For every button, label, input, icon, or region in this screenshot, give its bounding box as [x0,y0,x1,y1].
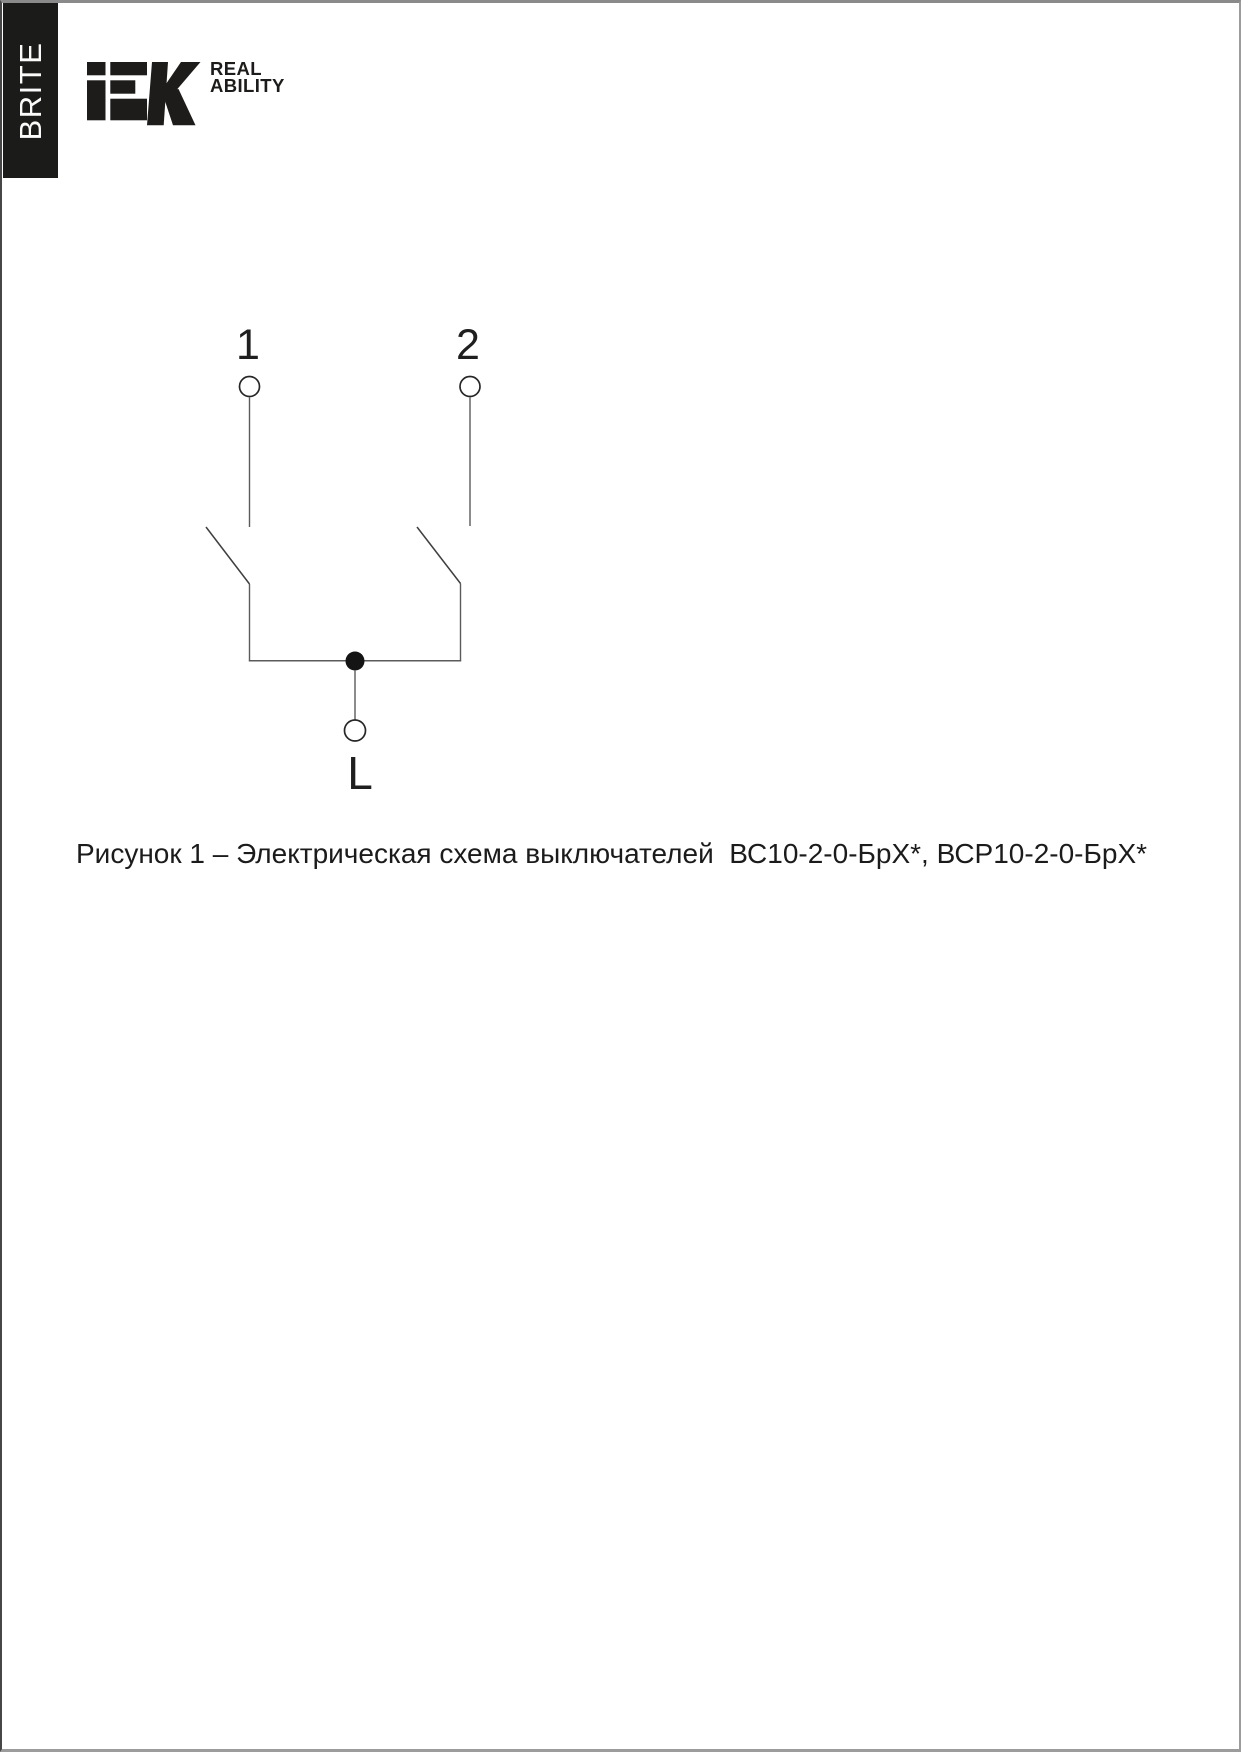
iek-i-body [87,80,106,120]
brand-tagline [210,60,285,94]
brand-logo [87,62,201,131]
iek-logo-icon [87,62,201,126]
figure-caption: Рисунок 1 – Электрическая схема выключателей ВС10-2-0-БрХ*, ВСР10-2-0-БрХ* [76,838,1148,869]
switch-1-blade [206,527,250,584]
l-terminal-circle [345,720,366,741]
tagline-real: REAL [210,58,262,79]
terminal-1-circle [240,377,260,397]
tagline-ability: ABILITY [210,75,285,96]
iek-i-dot [87,62,106,75]
brite-banner-label: BRITE [12,41,48,140]
output-l-label: L [347,747,373,799]
terminal-1-label: 1 [236,321,260,369]
circuit-diagram [142,303,562,803]
junction-dot [346,652,365,671]
iek-k-leg [162,89,196,125]
terminal-2-circle [460,377,480,397]
iek-e-mid [110,80,135,93]
iek-e-top [110,62,147,75]
brite-banner [3,3,58,178]
switch-2-blade [417,527,461,584]
terminal-2-label: 2 [456,321,480,369]
iek-e-bottom [110,99,147,121]
